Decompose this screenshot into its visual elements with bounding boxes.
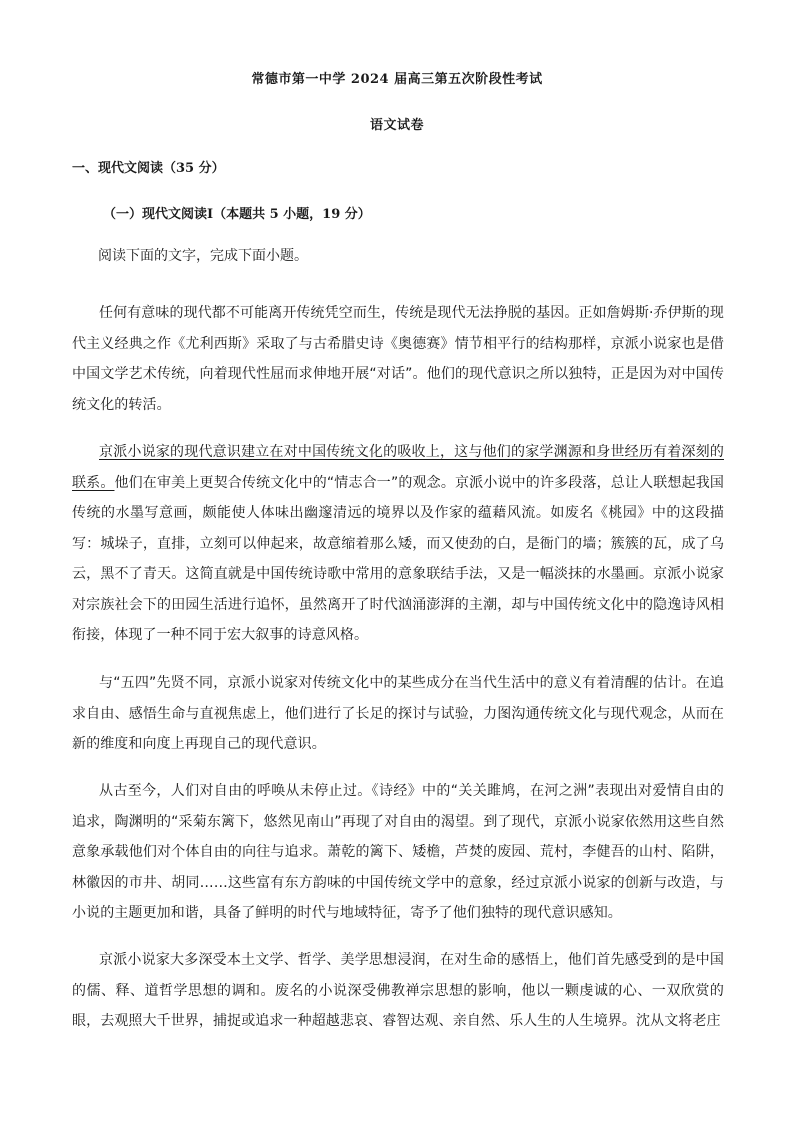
passage-paragraph-1: 任何有意味的现代都不可能离开传统凭空而生，传统是现代无法挣脱的基因。正如詹姆斯·乔伊斯的现代主义经典之作《尤利西斯》采取了与古希腊史诗《奥德赛》情节相平行的结构那样，京派小说家也是借中国文学艺术传统，向着现代性屈而求伸地开展“对话”。他们的现代意识之所以独特，正是因为对中国传统文化的转活。: [72, 305, 724, 413]
section-heading: 一、现代文阅读（35 分）: [72, 161, 225, 176]
exam-title: 常德市第一中学 2024 届高三第五次阶段性考试: [251, 72, 543, 87]
paragraph-2-rest: 他们在审美上更契合传统文化中的“情志合一”的观念。京派小说中的许多段落，总让人联想起我国传统的水墨写意画，颇能使人体味出幽邃清远的境界以及作家的蕴藉风流。如废名《桃园》中的这段描写：城垛子，直排，立刻可以伸起来，故意缩着那么矮，而又使劲的白，是衙门的墙；簇簇的瓦，成了乌云，黑不了青天。这简直就是中国传统诗歌中常用的意象联结手法，又是一幅淡抹的水墨画。京派小说家对宗族社会下的田园生活进行追怀，虽然离开了时代汹涌澎湃的主潮，却与中国传统文化中的隐逸诗风相衔接，体现了一种不同于宏大叙事的诗意风格。: [72, 474, 724, 643]
passage-paragraph-2: [72, 437, 724, 651]
reading-instruction: 阅读下面的文字，完成下面小题。: [98, 248, 308, 264]
passage-paragraph-3: 与“五四”先贤不同，京派小说家对传统文化中的某些成分在当代生活中的意义有着清醒的估计。在追求自由、感悟生命与直视焦虑上，他们进行了长足的探讨与试验，力图沟通传统文化与现代观念，从而在新的维度和向度上再现自己的现代意识。: [72, 675, 724, 752]
passage-paragraph-5: 京派小说家大多深受本土文学、哲学、美学思想浸润，在对生命的感悟上，他们首先感受到的是中国的儒、释、道哲学思想的调和。废名的小说深受佛教禅宗思想的影响，他以一颗虔诚的心、一双欣赏的眼，去观照大千世界，捕捉或追求一种超越悲哀、睿智达观、亲自然、乐人生的人生境界。沈从文将老庄: [72, 952, 724, 1029]
subsection-heading: （一）现代文阅读Ⅰ（本题共 5 小题，19 分）: [103, 207, 371, 222]
exam-subject: 语文试卷: [369, 118, 424, 133]
passage-paragraph-4: 从古至今，人们对自由的呼唤从未停止过。《诗经》中的“关关雎鸠，在河之洲”表现出对爱情自由的追求，陶渊明的“采菊东篱下，悠然见南山”再现了对自由的渴望。到了现代，京派小说家依然用这些自然意象承载他们对个体自由的向往与追求。萧乾的篱下、矮檐，芦焚的废园、荒村，李健吾的山村、陷阱，林徽因的市井、胡同……这些富有东方韵味的中国传统文学中的意象，经过京派小说家的创新与改造，与小说的主题更加和谐，具备了鲜明的时代与地域特征，寄予了他们独特的现代意识感知。: [72, 783, 724, 921]
underlined-sentence: 京派小说家的现代意识建立在对中国传统文化的吸收上，这与他们的家学渊源和身世经历有着深刻的联系。: [72, 444, 724, 491]
